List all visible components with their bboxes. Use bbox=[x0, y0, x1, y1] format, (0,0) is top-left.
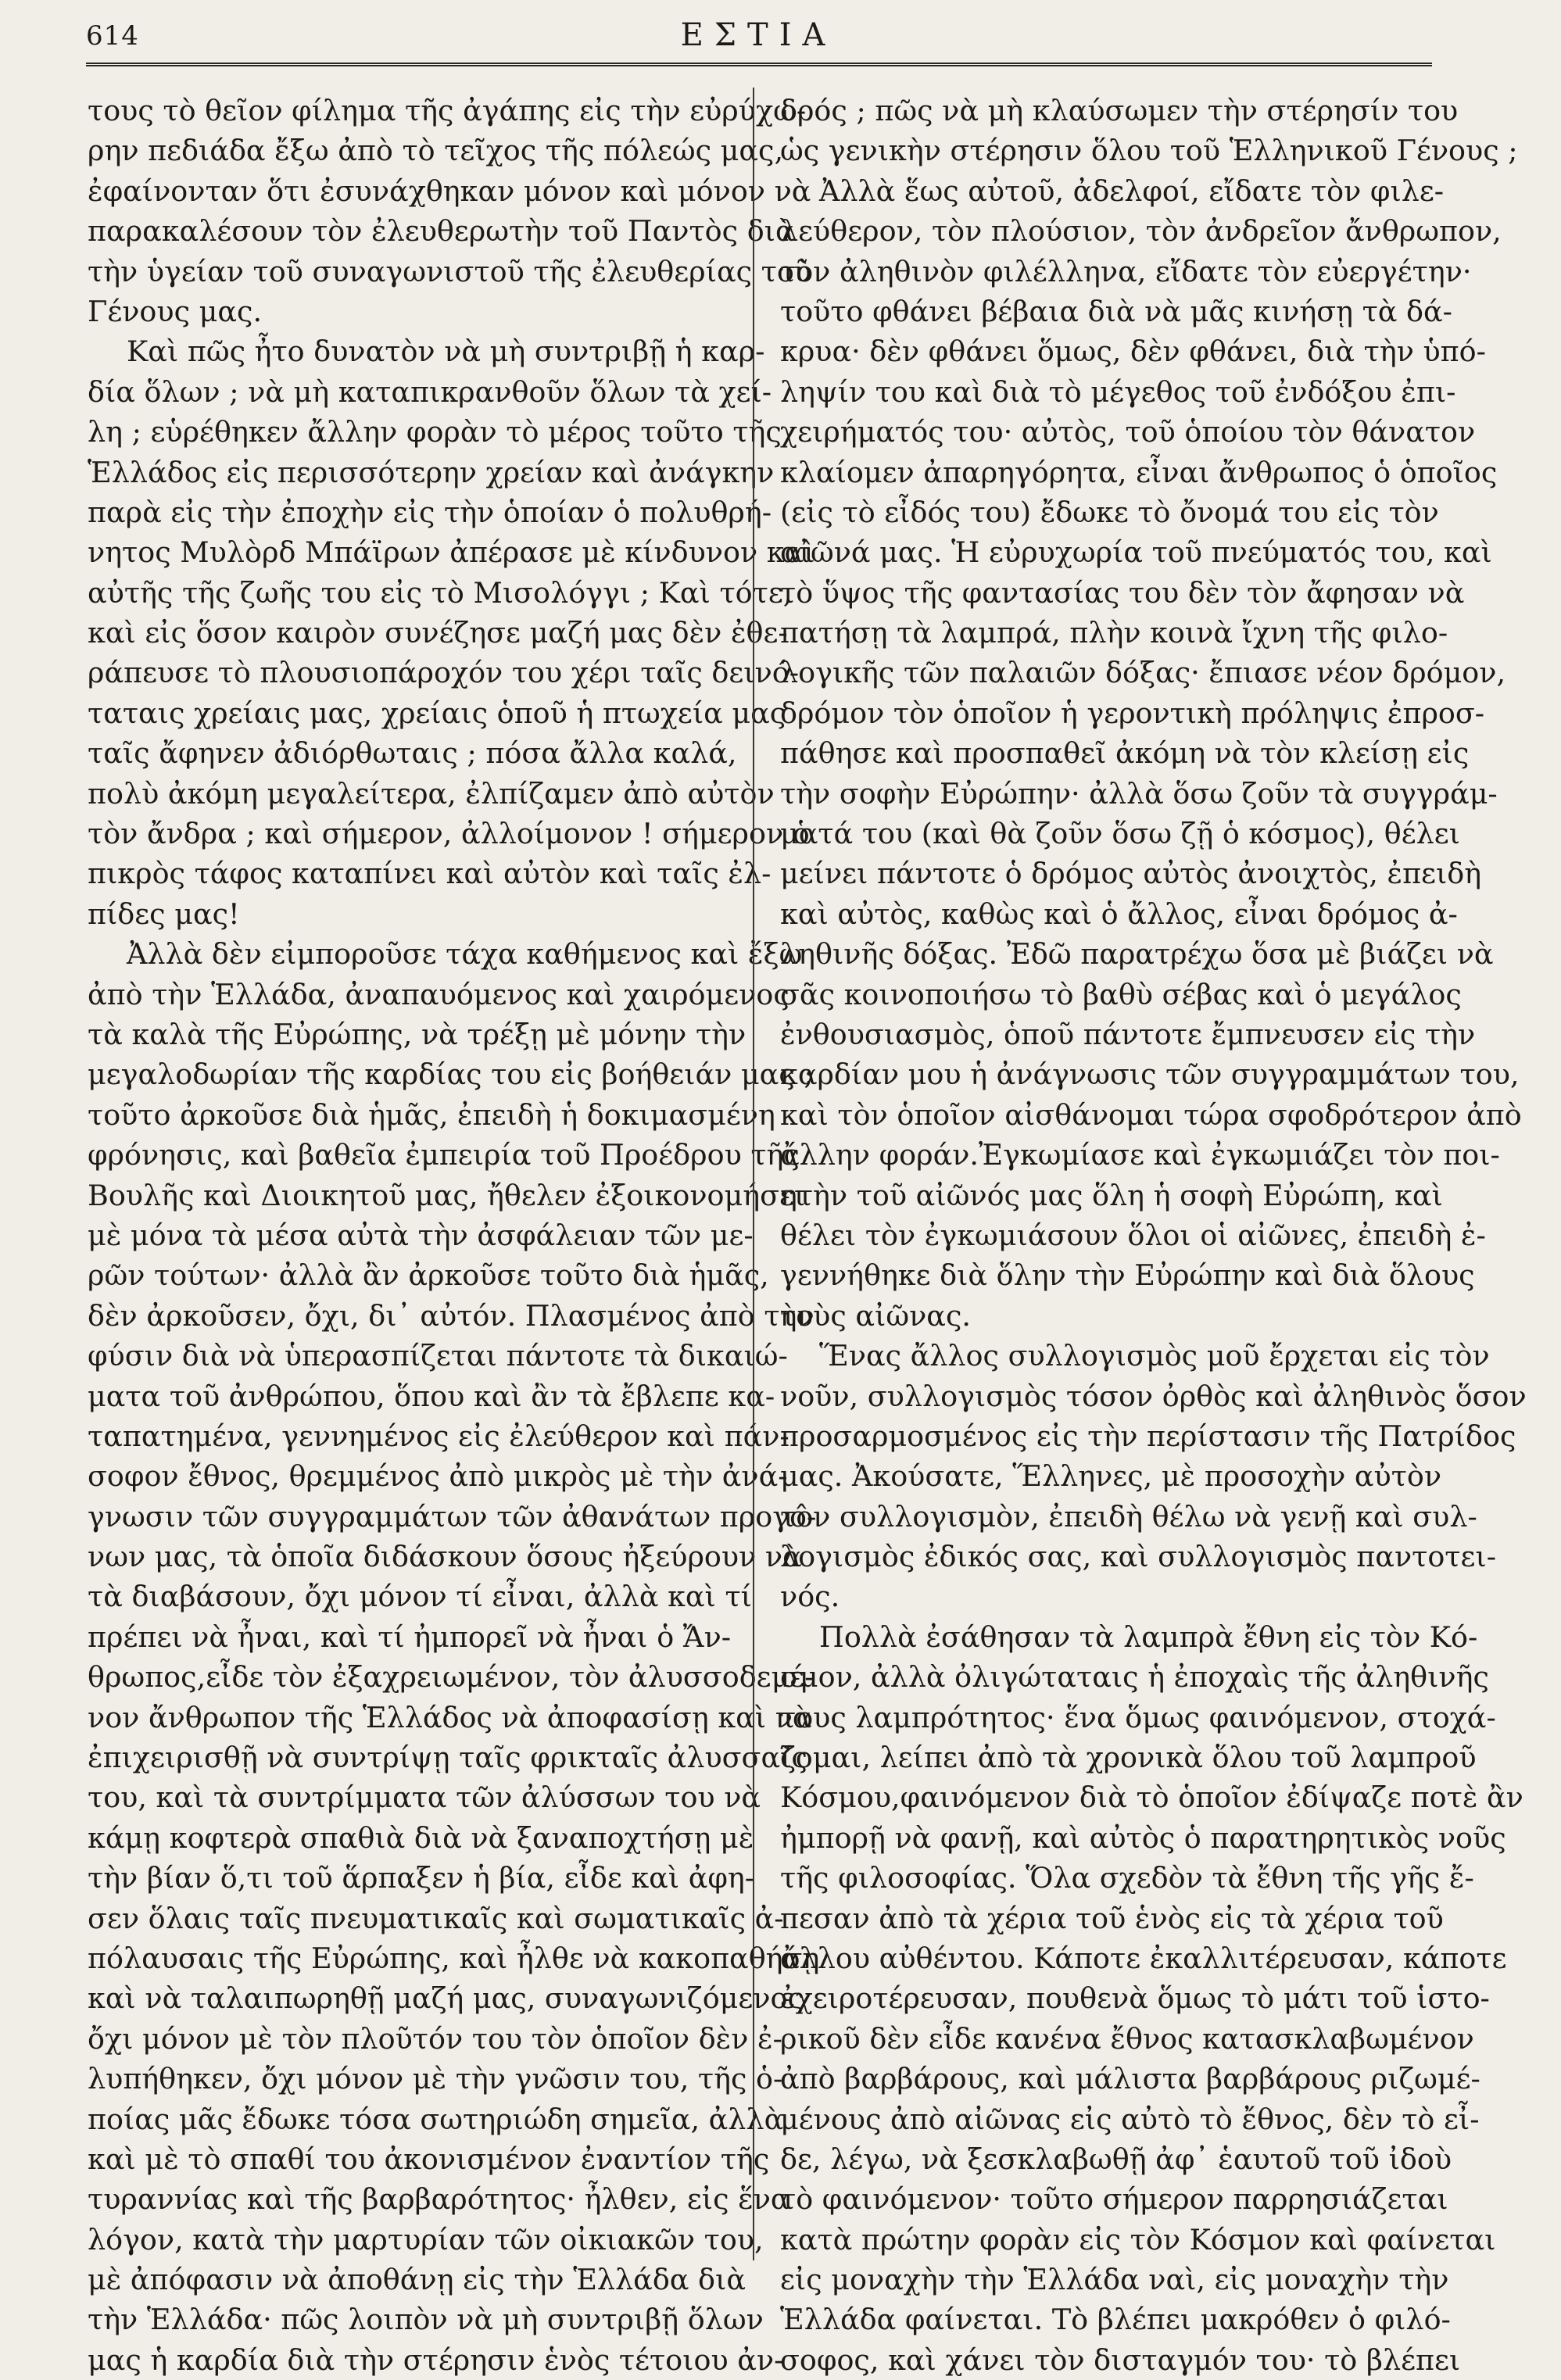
text-line: νων μας, τὰ ὁποῖα διδάσκουν ὅσους ἠξεύρουν νὰ bbox=[88, 1540, 802, 1574]
text-line: Ἀλλὰ ἕως αὐτοῦ, ἀδελφοί, εἴδατε τὸν φιλε- bbox=[819, 174, 1445, 208]
text-line: παρὰ εἰς τὴν ἐποχὴν εἰς τὴν ὁποίαν ὁ πολυθρή- bbox=[88, 495, 772, 529]
text-line: αὐτῆς τῆς ζωῆς του εἰς τὸ Μισολόγγι ; Καὶ τότε, bbox=[88, 575, 793, 610]
text-line: ταταις χρείαις μας, χρείαις ὁποῦ ἡ πτωχεία μας bbox=[88, 696, 786, 730]
text-line: δρός ; πῶς νὰ μὴ κλαύσωμεν τὴν στέρησίν του bbox=[780, 94, 1459, 127]
text-line: εἰς μοναχὴν τὴν Ἑλλάδα ναὶ, εἰς μοναχὴν τὴν bbox=[780, 2263, 1449, 2297]
text-line: χειρήματός του· αὐτὸς, τοῦ ὁποίου τὸν θάνατον bbox=[780, 415, 1476, 449]
text-line: κλαίομεν ἀπαρηγόρητα, εἶναι ἄνθρωπος ὁ ὁποῖος bbox=[780, 455, 1498, 489]
text-line: αἰῶνά μας. Ἡ εὐρυχωρία τοῦ πνεύματός του, καὶ bbox=[780, 535, 1492, 570]
text-line: ταῖς ἄφηνεν ἀδιόρθωταις ; πόσα ἄλλα καλά, bbox=[88, 736, 737, 771]
text-line: τὰ καλὰ τῆς Εὐρώπης, νὰ τρέξῃ μὲ μόνην τὴν bbox=[88, 1017, 746, 1051]
text-line: Ἑλλάδα φαίνεται. Τὸ βλέπει μακρόθεν ὁ φιλό- bbox=[780, 2303, 1451, 2337]
column-divider bbox=[753, 88, 754, 2260]
text-line: καὶ τὸν ὁποῖον αἰσθάνομαι τώρα σφοδρότερον ἀπὸ bbox=[780, 1097, 1522, 1132]
text-line: πεσαν ἀπὸ τὰ χέρια τοῦ ἑνὸς εἰς τὰ χέρια τοῦ bbox=[780, 1901, 1444, 1935]
text-line: τους τὸ θεῖον φίλημα τῆς ἀγάπης εἰς τὴν εὐρύχω- bbox=[88, 94, 807, 127]
text-line: καὶ εἰς ὅσον καιρὸν συνέζησε μαζή μας δὲν ἐθε- bbox=[88, 616, 788, 650]
text-line: ἄλλην φοράν.Ἐγκωμίασε καὶ ἐγκωμιάζει τὸν ποι- bbox=[780, 1138, 1500, 1172]
text-line: πολὺ ἀκόμη μεγαλείτερα, ἐλπίζαμεν ἀπὸ αὐτὸν bbox=[88, 776, 775, 811]
text-line: καὶ αὐτὸς, καθὼς καὶ ὁ ἄλλος, εἶναι δρόμος ἀ- bbox=[780, 897, 1458, 931]
text-line: δία ὅλων ; νὰ μὴ καταπικρανθοῦν ὅλων τὰ χεί- bbox=[88, 374, 772, 409]
text-line: φρόνησις, καὶ βαθεῖα ἐμπειρία τοῦ Προέδρου τῆς bbox=[88, 1138, 800, 1172]
text-line: λόγον, κατὰ τὴν μαρτυρίαν τῶν οἰκιακῶν του, bbox=[88, 2222, 764, 2257]
text-line: μας. Ἀκούσατε, Ἕλληνες, μὲ προσοχὴν αὐτὸν bbox=[780, 1459, 1442, 1494]
text-line: (εἰς τὸ εἶδός του) ἔδωκε τὸ ὄνομά του εἰς τὸν bbox=[780, 495, 1439, 529]
text-line: Ἕνας ἄλλος συλλογισμὸς μοῦ ἔρχεται εἰς τὸν bbox=[819, 1339, 1490, 1373]
text-line: Καὶ πῶς ἦτο δυνατὸν νὰ μὴ συντριβῇ ἡ καρ- bbox=[127, 335, 765, 369]
text-line: σοφον ἔθνος, θρεμμένος ἀπὸ μικρὸς μὲ τὴν ἀνά- bbox=[88, 1459, 788, 1494]
text-line: θρωπος,εἶδε τὸν ἐξαχρειωμένον, τὸν ἀλυσσοδεμέ- bbox=[88, 1660, 815, 1695]
header-rule bbox=[86, 63, 1432, 66]
text-line: Βουλῆς καὶ Διοικητοῦ μας, ἤθελεν ἐξοικονομήσει bbox=[88, 1178, 806, 1212]
text-line: παρακαλέσουν τὸν ἐλευθερωτὴν τοῦ Παντὸς διὰ bbox=[88, 214, 795, 249]
text-line: τὸ φαινόμενον· τοῦτο σήμερον παρρησιάζεται bbox=[780, 2182, 1448, 2217]
text-line: προσαρμοσμένος εἰς τὴν περίστασιν τῆς Πατρίδος bbox=[780, 1419, 1516, 1453]
text-line: θέλει τὸν ἐγκωμιάσουν ὅλοι οἱ αἰῶνες, ἐπειδὴ ἐ- bbox=[780, 1218, 1486, 1252]
text-line: λη ; εὑρέθηκεν ἄλλην φορὰν τὸ μέρος τοῦτο τῆς bbox=[88, 415, 782, 449]
text-line: λυπήθηκεν, ὄχι μόνον μὲ τὴν γνῶσιν του, τῆς ὁ- bbox=[88, 2062, 783, 2096]
text-line: τοῦτο φθάνει βέβαια διὰ νὰ μᾶς κινήσῃ τὰ δά- bbox=[780, 294, 1452, 328]
text-line: Πολλὰ ἐσάθησαν τὰ λαμπρὰ ἔθνη εἰς τὸν Κό- bbox=[819, 1619, 1478, 1654]
text-line: ἐφαίνονταν ὅτι ἐσυνάχθηκαν μόνον καὶ μόνον νὰ bbox=[88, 174, 811, 208]
text-line: ταπατημένα, γεννημένος εἰς ἐλεύθερον καὶ πάν- bbox=[88, 1419, 789, 1453]
text-line: ὡς γενικὴν στέρησιν ὅλου τοῦ Ἑλληνικοῦ Γένους ; bbox=[780, 134, 1518, 168]
text-line: ληψίν του καὶ διὰ τὸ μέγεθος τοῦ ἐνδόξου ἐπι- bbox=[780, 374, 1456, 409]
text-line: ζομαι, λείπει ἀπὸ τὰ χρονικὰ ὅλου τοῦ λαμπροῦ bbox=[780, 1741, 1477, 1775]
text-line: νητος Μυλὸρδ Μπάϊρων ἀπέρασε μὲ κίνδυνον καὶ bbox=[88, 535, 815, 570]
page-number: 614 bbox=[86, 20, 139, 52]
text-line: ρῶν τούτων· ἀλλὰ ἂν ἀρκοῦσε τοῦτο διὰ ἡμᾶς, bbox=[88, 1258, 769, 1293]
text-line: σᾶς κοινοποιήσω τὸ βαθὺ σέβας καὶ ὁ μεγάλος bbox=[780, 977, 1462, 1011]
text-line: νοῦν, συλλογισμὸς τόσον ὀρθὸς καὶ ἀληθινὸς ὅσον bbox=[780, 1379, 1527, 1413]
text-line: ἐνθουσιασμὸς, ὁποῦ πάντοτε ἔμπνευσεν εἰς τὴν bbox=[780, 1017, 1476, 1051]
text-line: Κόσμου,φαινόμενον διὰ τὸ ὁποῖον ἐδίψαζε ποτὲ ἂν bbox=[780, 1781, 1523, 1815]
text-line: τὴν σοφὴν Εὐρώπην· ἀλλὰ ὅσω ζοῦν τὰ συγγράμ- bbox=[780, 776, 1498, 811]
text-line: πατήσῃ τὰ λαμπρά, πλὴν κοινὰ ἴχνη τῆς φιλο- bbox=[780, 616, 1448, 650]
text-line: Γένους μας. bbox=[88, 294, 263, 328]
text-line: ράπευσε τὸ πλουσιοπάροχόν του χέρι ταῖς δεινό- bbox=[88, 656, 800, 690]
running-title: ΕΣΤΙΑ bbox=[680, 17, 836, 53]
text-line: καὶ νὰ ταλαιπωρηθῇ μαζή μας, συναγωνιζόμενος bbox=[88, 1981, 804, 2016]
text-line: πάθησε καὶ προσπαθεῖ ἀκόμη νὰ τὸν κλείσῃ εἰς bbox=[780, 736, 1470, 771]
text-line: λογισμὸς ἐδικός σας, καὶ συλλογισμὸς παντοτει- bbox=[780, 1540, 1497, 1574]
text-line: τοὺς αἰῶνας. bbox=[780, 1298, 972, 1333]
text-line: τὰ διαβάσουν, ὄχι μόνον τί εἶναι, ἀλλὰ καὶ τί bbox=[88, 1580, 752, 1614]
text-line: ρικοῦ δὲν εἶδε κανένα ἔθνος κατασκλαβωμένον bbox=[780, 2021, 1474, 2056]
text-line: ματα τοῦ ἀνθρώπου, ὅπου καὶ ἂν τὰ ἔβλεπε κα- bbox=[88, 1379, 775, 1413]
text-line: νον ἄνθρωπον τῆς Ἑλλάδος νὰ ἀποφασίσῃ καὶ νὰ bbox=[88, 1700, 812, 1734]
text-line: δὲν ἀρκοῦσεν, ὄχι, δι᾽ αὐτόν. Πλασμένος ἀπὸ τὴν bbox=[88, 1298, 815, 1333]
text-line: Ἑλλάδος εἰς περισσότερην χρείαν καὶ ἀνάγκην bbox=[88, 455, 775, 489]
text-line: τὴν βίαν ὅ,τι τοῦ ἅρπαξεν ἡ βία, εἶδε καὶ ἀφη- bbox=[88, 1861, 755, 1895]
text-line: ἠμπορῇ νὰ φανῇ, καὶ αὐτὸς ὁ παρατηρητικὸς νοῦς bbox=[780, 1820, 1506, 1855]
text-line: σμον, ἀλλὰ ὀλιγώταταις ἡ ἐποχαὶς τῆς ἀληθινῆς bbox=[780, 1660, 1489, 1695]
text-line: γνωσιν τῶν συγγραμμάτων τῶν ἀθανάτων προγό- bbox=[88, 1499, 817, 1534]
text-line: ἐπιχειρισθῇ νὰ συντρίψῃ ταῖς φρικταῖς ἀλυσσαῖς bbox=[88, 1741, 807, 1775]
text-line: τὸν συλλογισμὸν, ἐπειδὴ θέλω νὰ γενῇ καὶ συλ- bbox=[780, 1499, 1477, 1534]
text-line: μας ἡ καρδία διὰ τὴν στέρησιν ἑνὸς τέτοιου ἀν- bbox=[88, 2342, 784, 2377]
text-line: ητὴν τοῦ αἰῶνός μας ὅλη ἡ σοφὴ Εὐρώπη, καὶ bbox=[780, 1178, 1443, 1212]
text-line: Ἀλλὰ δὲν εἰμποροῦσε τάχα καθήμενος καὶ ἔξω bbox=[127, 937, 803, 972]
text-line: ἐχειροτέρευσαν, πουθενὰ ὅμως τὸ μάτι τοῦ ἱστο- bbox=[780, 1981, 1490, 2016]
text-line: καρδίαν μου ἡ ἀνάγνωσις τῶν συγγραμμάτων του, bbox=[780, 1058, 1520, 1092]
text-line: λογικῆς τῶν παλαιῶν δόξας· ἔπιασε νέον δρόμον, bbox=[780, 656, 1506, 690]
text-line: σεν ὅλαις ταῖς πνευματικαῖς καὶ σωματικαῖς ἀ- bbox=[88, 1901, 784, 1935]
text-line: δρόμον τὸν ὁποῖον ἡ γεροντικὴ πρόληψις ἐπροσ- bbox=[780, 696, 1485, 730]
text-line: σοφος, καὶ χάνει τὸν δισταγμόν του· τὸ βλέπει bbox=[780, 2342, 1461, 2377]
text-line: τὴν ὑγείαν τοῦ συναγωνιστοῦ τῆς ἐλευθερίας τοῦ bbox=[88, 254, 811, 288]
text-line: πικρὸς τάφος καταπίνει καὶ αὐτὸν καὶ ταῖς ἐλ- bbox=[88, 857, 772, 891]
text-line: πίδες μας! bbox=[88, 897, 240, 931]
text-line: ἀπὸ βαρβάρους, καὶ μάλιστα βαρβάρους ριζωμέ- bbox=[780, 2062, 1480, 2096]
text-line: ἄλλου αὐθέντου. Κάποτε ἐκαλλιτέρευσαν, κάποτε bbox=[780, 1941, 1507, 1975]
text-line: μένους ἀπὸ αἰῶνας εἰς αὐτὸ τὸ ἔθνος, δὲν τὸ εἶ- bbox=[780, 2102, 1480, 2136]
text-line: δε, λέγω, νὰ ξεσκλαβωθῇ ἀφ᾽ ἑαυτοῦ τοῦ ἰδοὺ bbox=[780, 2142, 1452, 2176]
text-line: του, καὶ τὰ συντρίμματα τῶν ἀλύσσων του νὰ bbox=[88, 1781, 761, 1815]
text-line: ληθινῆς δόξας. Ἐδῶ παρατρέχω ὅσα μὲ βιάζει νὰ bbox=[780, 937, 1494, 972]
text-line: τους λαμπρότητος· ἕνα ὅμως φαινόμενον, στοχά- bbox=[780, 1700, 1496, 1734]
text-line: λεύθερον, τὸν πλούσιον, τὸν ἀνδρεῖον ἄνθρωπον, bbox=[780, 214, 1502, 249]
text-line: ὄχι μόνον μὲ τὸν πλοῦτόν του τὸν ὁποῖον δὲν ἐ- bbox=[88, 2021, 782, 2056]
text-line: τὸν ἄνδρα ; καὶ σήμερον, ἀλλοίμονον ! σήμερον ὁ bbox=[88, 817, 810, 851]
text-line: τυραννίας καὶ τῆς βαρβαρότητος· ἦλθεν, εἰς ἕνα bbox=[88, 2182, 790, 2217]
text-line: ποίας μᾶς ἔδωκε τόσα σωτηριώδη σημεῖα, ἀλλὰ bbox=[88, 2102, 784, 2136]
text-line: μὲ μόνα τὰ μέσα αὐτὰ τὴν ἀσφάλειαν τῶν με- bbox=[88, 1218, 754, 1252]
text-line: κρυα· δὲν φθάνει ὅμως, δὲν φθάνει, διὰ τὴν ὑπό- bbox=[780, 335, 1486, 369]
text-line: τὸν ἀληθινὸν φιλέλληνα, εἴδατε τὸν εὐεργέτην· bbox=[780, 254, 1472, 288]
text-line: νός. bbox=[780, 1580, 840, 1614]
text-line: τοῦτο ἀρκοῦσε διὰ ἡμᾶς, ἐπειδὴ ἡ δοκιμασμένη bbox=[88, 1097, 775, 1132]
text-line: φύσιν διὰ νὰ ὑπερασπίζεται πάντοτε τὰ δικαιώ- bbox=[88, 1339, 788, 1373]
text-line: κάμῃ κοφτερὰ σπαθιὰ διὰ νὰ ξαναποχτήσῃ μὲ bbox=[88, 1820, 754, 1855]
text-line: τὸ ὕψος τῆς φαντασίας του δὲν τὸν ἄφησαν νὰ bbox=[780, 575, 1465, 610]
text-line: καὶ μὲ τὸ σπαθί του ἀκονισμένον ἐναντίον τῆς bbox=[88, 2142, 770, 2176]
right-column bbox=[780, 91, 1527, 2380]
text-line: πόλαυσαις τῆς Εὐρώπης, καὶ ἦλθε νὰ κακοπαθήσῃ bbox=[88, 1941, 820, 1975]
text-line: μείνει πάντοτε ὁ δρόμος αὐτὸς ἀνοιχτὸς, ἐπειδὴ bbox=[780, 857, 1482, 891]
page-header bbox=[86, 14, 1430, 58]
text-line: τὴν Ἑλλάδα· πῶς λοιπὸν νὰ μὴ συντριβῇ ὅλων bbox=[88, 2303, 764, 2337]
text-line: μὲ ἀπόφασιν νὰ ἀποθάνῃ εἰς τὴν Ἑλλάδα διὰ bbox=[88, 2263, 746, 2297]
text-line: γεννήθηκε διὰ ὅλην τὴν Εὐρώπην καὶ διὰ ὅλους bbox=[780, 1258, 1475, 1293]
text-line: ματά του (καὶ θὰ ζοῦν ὅσω ζῇ ὁ κόσμος), θέλει bbox=[780, 817, 1460, 851]
text-line: ρην πεδιάδα ἔξω ἀπὸ τὸ τεῖχος τῆς πόλεώς μας, bbox=[88, 134, 784, 168]
text-line: κατὰ πρώτην φορὰν εἰς τὸν Κόσμον καὶ φαίνεται bbox=[780, 2222, 1496, 2257]
text-line: τῆς φιλοσοφίας. Ὅλα σχεδὸν τὰ ἔθνη τῆς γῆς ἔ- bbox=[780, 1861, 1474, 1895]
text-line: μεγαλοδωρίαν τῆς καρδίας του εἰς βοήθειάν μας ; bbox=[88, 1058, 814, 1092]
text-line: ἀπὸ τὴν Ἑλλάδα, ἀναπαυόμενος καὶ χαιρόμενος bbox=[88, 977, 789, 1011]
text-line: πρέπει νὰ ἦναι, καὶ τί ἠμπορεῖ νὰ ἦναι ὁ Ἄν- bbox=[88, 1619, 732, 1654]
